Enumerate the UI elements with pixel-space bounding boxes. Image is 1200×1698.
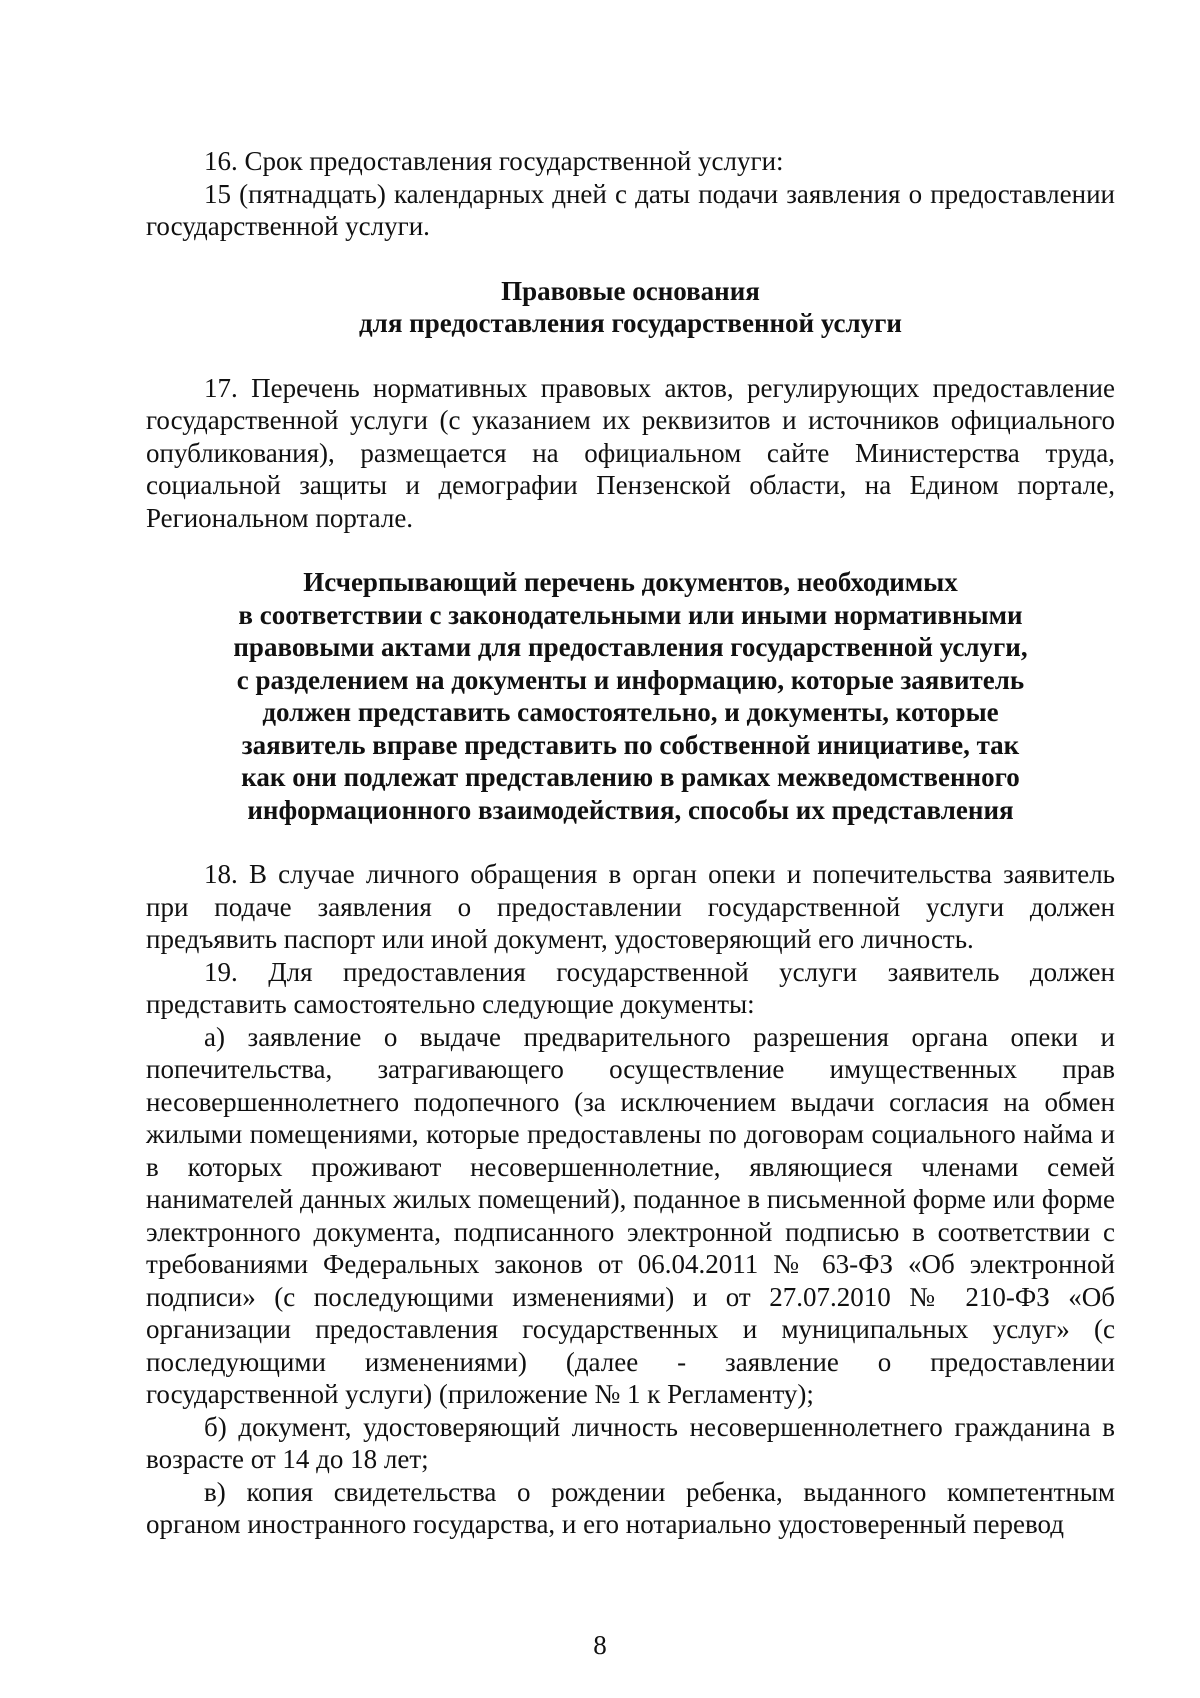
page-content [146, 145, 1115, 1541]
heading-documents-line: Исчерпывающий перечень документов, необходимых [303, 567, 958, 597]
section-17-text: 17. Перечень нормативных правовых актов, регулирующих предоставление государственной услуги (с указанием их реквизитов и источников официального опубликования), размещается на официальном сайте Министерства труда, социальной защиты и демографии Пензенской области, на Едином портале, Региональном портале. [146, 372, 1115, 533]
heading-documents-list [146, 566, 1115, 826]
heading-legal-line-1: Правовые основания [501, 275, 760, 306]
section-19-item-a: а) заявление о выдаче предварительного разрешения органа опеки и попечительства, затрагивающего осуществление имущественных прав несовершеннолетнего подопечного (за исключением выдачи согласия на обмен жилыми помещениями, которые предоставлены по договорам социального найма и в которых проживают несовершеннолетние, являющиеся членами семей нанимателей данных жилых помещений), поданное в письменной форме или форме электронного документа, подписанного электронной подписью в соответствии с требованиями Федеральных законов от 06.04.2011 № 63-ФЗ «Об электронной подписи» (с последующими изменениями) и от 27.07.2010 № 210-ФЗ «Об организации предоставления государственных и муниципальных услуг» (с последующими изменениями) (далее - заявление о предоставлении государственной услуги) (приложение № 1 к Регламенту); [146, 1021, 1115, 1409]
heading-documents-line: правовыми актами для предоставления государственной услуги, [233, 632, 1028, 662]
spacer [146, 243, 1115, 275]
section-18-text: 18. В случае личного обращения в орган опеки и попечительства заявитель при подаче заявления о предоставлении государственной услуги должен предъявить паспорт или иной документ, удостоверяющий его личность. [146, 859, 1115, 954]
heading-documents-line: как они подлежат представлению в рамках межведомственного [241, 762, 1020, 792]
heading-legal-line-2: для предоставления государственной услуги [359, 308, 902, 338]
section-19-item-c: в) копия свидетельства о рождении ребенка, выданного компетентным органом иностранного государства, и его нотариально удостоверенный перевод [146, 1476, 1115, 1539]
spacer [146, 826, 1115, 858]
heading-documents-line: должен представить самостоятельно, и документы, которые [262, 697, 999, 727]
heading-documents-line: в соответствии с законодательными или иными нормативными [238, 599, 1023, 630]
section-19-intro: 19. Для предоставления государственной услуги заявитель должен представить самостоятельно следующие документы: [146, 956, 1115, 1019]
section-19-item-b: б) документ, удостоверяющий личность несовершеннолетнего гражданина в возрасте от 14 до 18 лет; [146, 1411, 1115, 1474]
page-number: 8 [593, 1630, 607, 1660]
section-16-text: 15 (пятнадцать) календарных дней с даты подачи заявления о предоставлении государственной услуги. [146, 178, 1115, 241]
section-16-title: 16. Срок предоставления государственной услуги: [204, 146, 784, 176]
spacer [146, 534, 1115, 566]
heading-documents-line: с разделением на документы и информацию, которые заявитель [236, 664, 1025, 695]
spacer [146, 340, 1115, 372]
heading-legal-basis [146, 275, 1115, 340]
heading-documents-line: информационного взаимодействия, способы их представления [247, 794, 1014, 825]
heading-documents-line: заявитель вправе представить по собственной инициативе, так [241, 729, 1020, 760]
